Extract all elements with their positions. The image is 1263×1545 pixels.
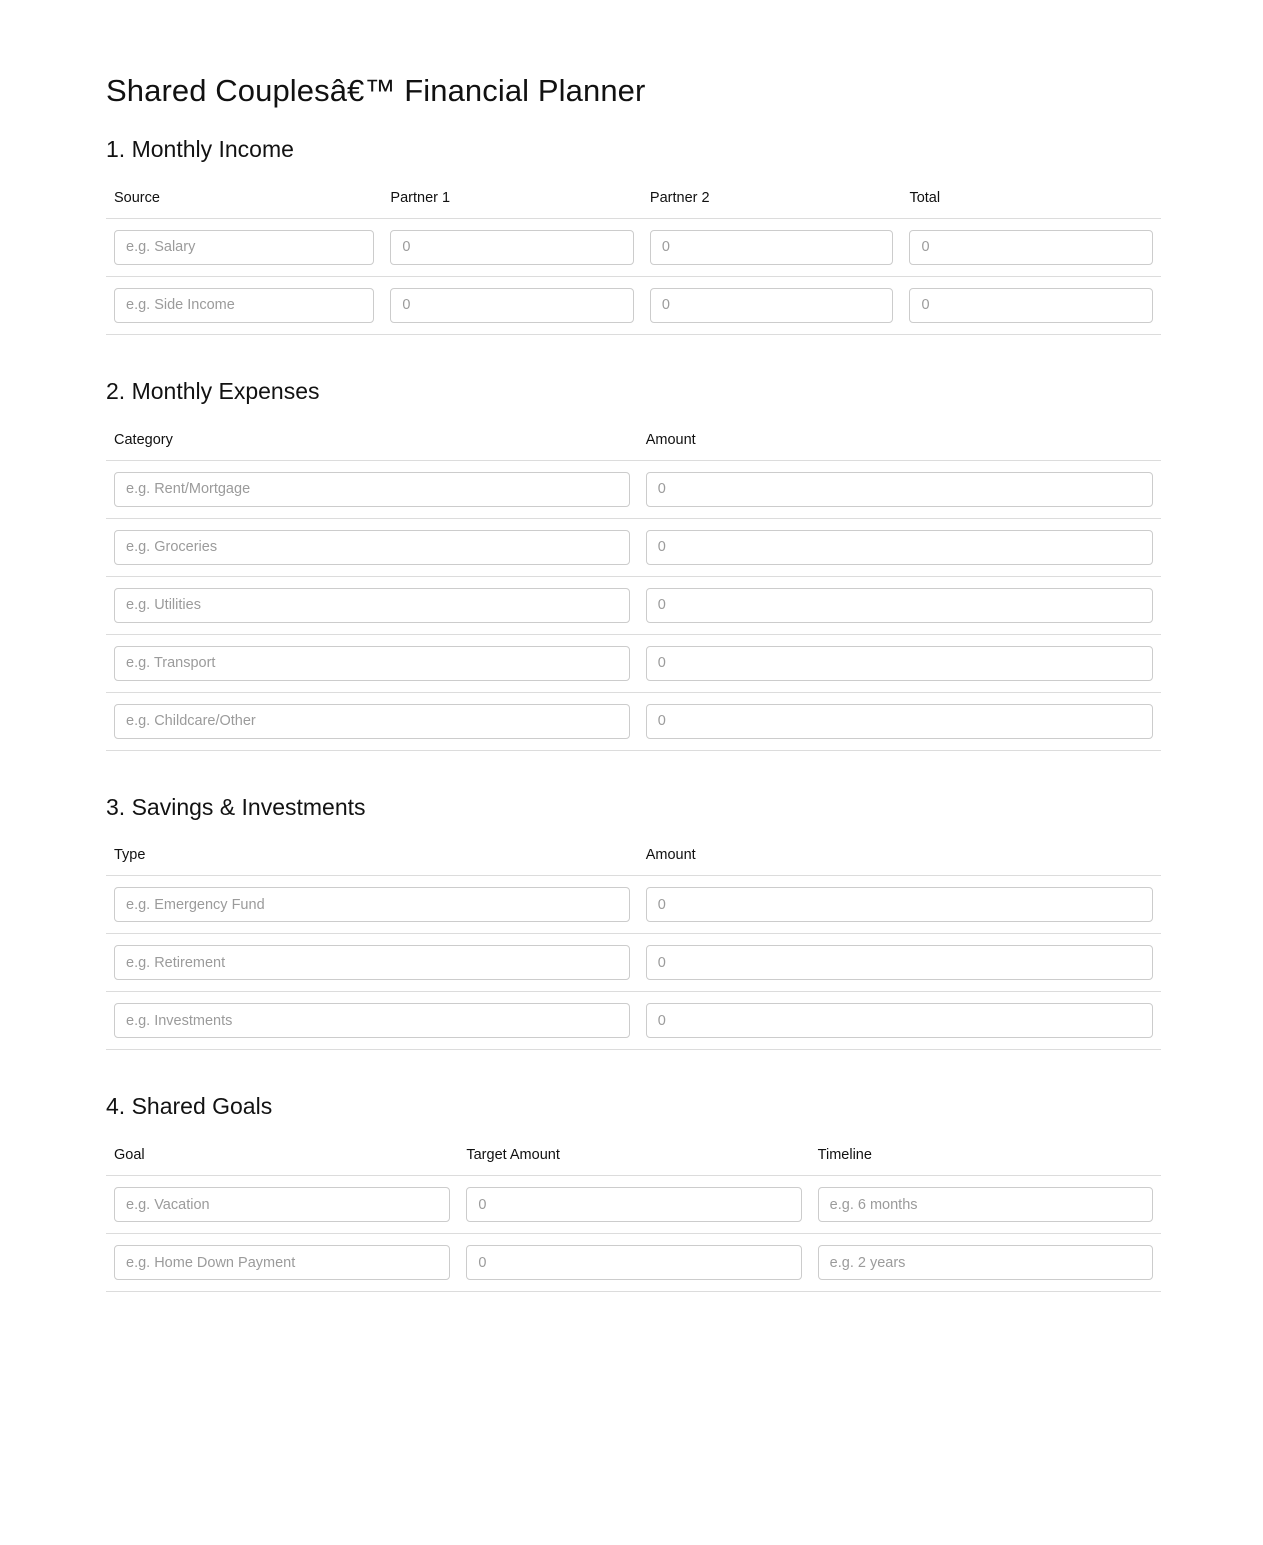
cell-goal: [106, 1234, 458, 1292]
income-total-input[interactable]: [909, 288, 1153, 323]
cell-type: [106, 992, 638, 1050]
table-header-row: [106, 847, 1161, 876]
savings-type-input[interactable]: [114, 887, 630, 922]
section-savings-investments: [106, 793, 1163, 1051]
cell-total: [901, 276, 1161, 334]
cell-target-amount: [458, 1176, 809, 1234]
savings-type-input[interactable]: [114, 945, 630, 980]
section-heading-monthly-expenses: 2. Monthly Expenses: [106, 377, 320, 404]
cell-type: [106, 934, 638, 992]
page-title: Shared Couplesâ€™ Financial Planner: [106, 73, 646, 108]
cell-partner-2: [642, 218, 902, 276]
table-row: [106, 518, 1161, 576]
expense-amount-input[interactable]: [646, 530, 1153, 565]
cell-amount: [638, 692, 1161, 750]
table-row: [106, 460, 1161, 518]
column-header-type: Type: [106, 847, 638, 876]
savings-type-input[interactable]: [114, 1003, 630, 1038]
expense-category-input[interactable]: [114, 704, 630, 739]
cell-type: [106, 876, 638, 934]
goal-target-amount-input[interactable]: [466, 1187, 801, 1222]
cell-category: [106, 576, 638, 634]
expense-amount-input[interactable]: [646, 588, 1153, 623]
goal-target-amount-input[interactable]: [466, 1245, 801, 1280]
column-header-amount: Amount: [638, 847, 1161, 876]
table-row: [106, 1176, 1161, 1234]
cell-amount: [638, 518, 1161, 576]
expense-amount-input[interactable]: [646, 472, 1153, 507]
cell-category: [106, 634, 638, 692]
column-header-partner-1: Partner 1: [382, 190, 642, 219]
column-header-target-amount: Target Amount: [458, 1147, 809, 1176]
monthly-income-table: [106, 190, 1161, 335]
savings-investments-table: [106, 847, 1161, 1050]
table-row: [106, 276, 1161, 334]
section-heading-savings-investments: 3. Savings & Investments: [106, 793, 366, 820]
column-header-partner-2: Partner 2: [642, 190, 902, 219]
cell-category: [106, 518, 638, 576]
table-row: [106, 876, 1161, 934]
cell-total: [901, 218, 1161, 276]
cell-partner-1: [382, 276, 642, 334]
table-row: [106, 692, 1161, 750]
cell-partner-1: [382, 218, 642, 276]
expense-category-input[interactable]: [114, 588, 630, 623]
savings-amount-input[interactable]: [646, 887, 1153, 922]
shared-goals-table: [106, 1147, 1161, 1292]
column-header-source: Source: [106, 190, 382, 219]
column-header-category: Category: [106, 432, 638, 461]
cell-source: [106, 218, 382, 276]
column-header-amount: Amount: [638, 432, 1161, 461]
cell-source: [106, 276, 382, 334]
cell-target-amount: [458, 1234, 809, 1292]
cell-partner-2: [642, 276, 902, 334]
expense-amount-input[interactable]: [646, 646, 1153, 681]
table-row: [106, 934, 1161, 992]
cell-amount: [638, 460, 1161, 518]
table-header-row: [106, 190, 1161, 219]
table-row: [106, 1234, 1161, 1292]
table-row: [106, 634, 1161, 692]
goal-name-input[interactable]: [114, 1187, 450, 1222]
monthly-expenses-table: [106, 432, 1161, 751]
cell-amount: [638, 992, 1161, 1050]
column-header-goal: Goal: [106, 1147, 458, 1176]
income-partner1-input[interactable]: [390, 230, 634, 265]
table-row: [106, 576, 1161, 634]
cell-amount: [638, 934, 1161, 992]
income-partner1-input[interactable]: [390, 288, 634, 323]
column-header-total: Total: [901, 190, 1161, 219]
cell-timeline: [810, 1234, 1161, 1292]
expense-amount-input[interactable]: [646, 704, 1153, 739]
cell-goal: [106, 1176, 458, 1234]
section-monthly-expenses: [106, 377, 1163, 751]
income-partner2-input[interactable]: [650, 230, 894, 265]
savings-amount-input[interactable]: [646, 1003, 1153, 1038]
column-header-timeline: Timeline: [810, 1147, 1161, 1176]
table-row: [106, 218, 1161, 276]
section-heading-monthly-income: 1. Monthly Income: [106, 136, 294, 163]
table-row: [106, 992, 1161, 1050]
table-header-row: [106, 432, 1161, 461]
cell-amount: [638, 576, 1161, 634]
table-header-row: [106, 1147, 1161, 1176]
goal-name-input[interactable]: [114, 1245, 450, 1280]
expense-category-input[interactable]: [114, 530, 630, 565]
cell-category: [106, 460, 638, 518]
section-shared-goals: [106, 1092, 1163, 1292]
cell-timeline: [810, 1176, 1161, 1234]
income-source-input[interactable]: [114, 288, 374, 323]
section-heading-shared-goals: 4. Shared Goals: [106, 1093, 273, 1120]
cell-amount: [638, 876, 1161, 934]
expense-category-input[interactable]: [114, 646, 630, 681]
savings-amount-input[interactable]: [646, 945, 1153, 980]
income-total-input[interactable]: [909, 230, 1153, 265]
income-partner2-input[interactable]: [650, 288, 894, 323]
section-monthly-income: [106, 135, 1163, 335]
income-source-input[interactable]: [114, 230, 374, 265]
expense-category-input[interactable]: [114, 472, 630, 507]
cell-amount: [638, 634, 1161, 692]
goal-timeline-input[interactable]: [818, 1187, 1153, 1222]
goal-timeline-input[interactable]: [818, 1245, 1153, 1280]
cell-category: [106, 692, 638, 750]
